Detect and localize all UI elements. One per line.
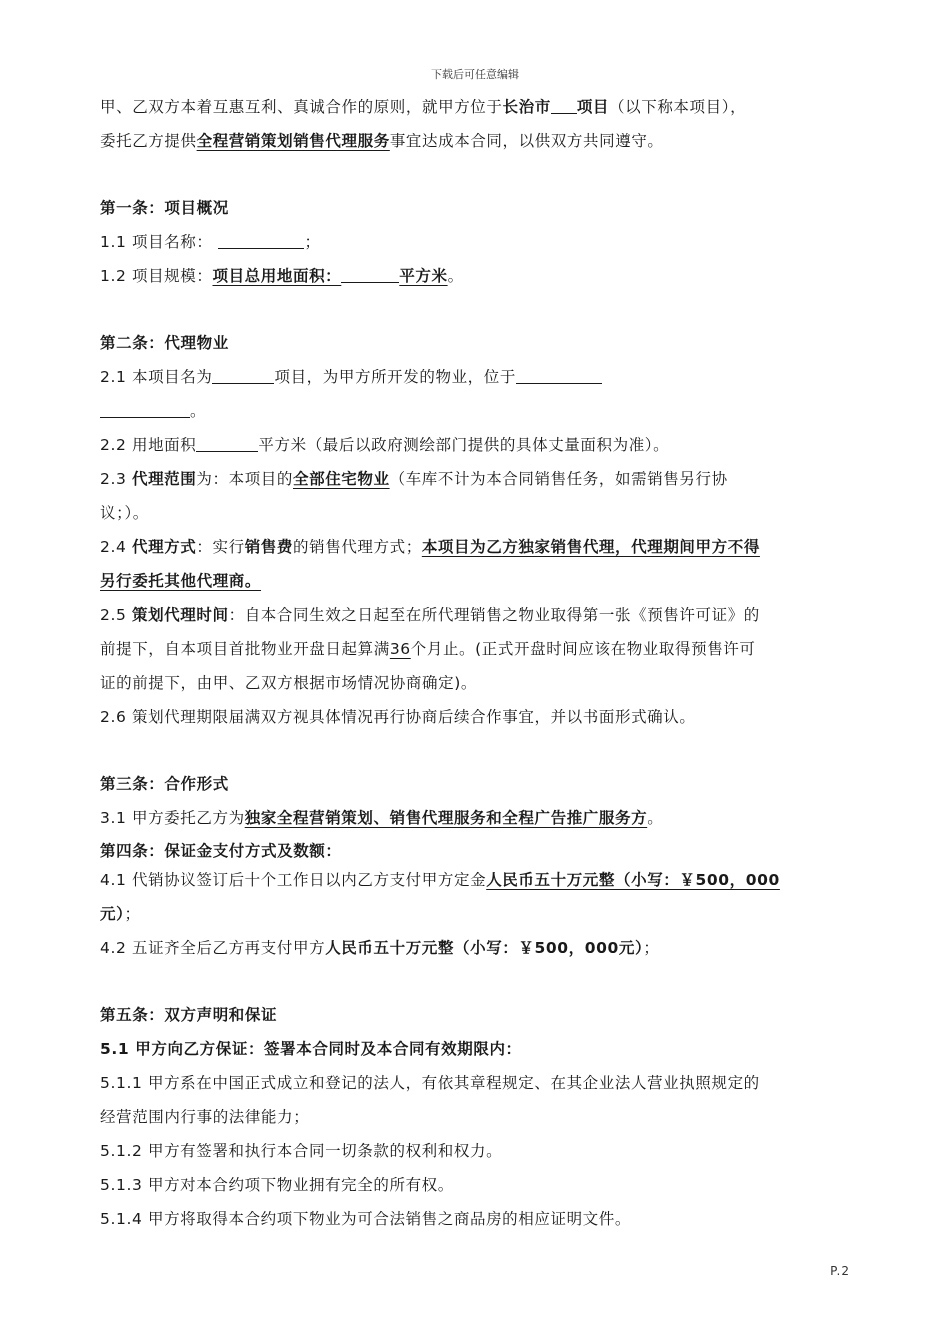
item-2-4-cont: 另行委托其他代理商。 (100, 572, 262, 590)
article-3-title: 第三条：合作形式 (100, 775, 229, 793)
page-number: P.2 (830, 1264, 850, 1278)
item-2-1: 2.1 本项目名为 项目，为甲方所开发的物业，位于 (100, 360, 852, 394)
item-2-3: 2.3 代理范围为：本项目的全部住宅物业（车库不计为本合同销售任务，如需销售另行协 (100, 470, 728, 488)
project-name-blank (551, 95, 577, 114)
land-area-field (341, 264, 399, 283)
item-2-4: 2.4 代理方式：实行销售费的销售代理方式；本项目为乙方独家销售代理，代理期间甲方不得 (100, 538, 760, 556)
service-scope: 全程营销策划销售代理服务 (196, 132, 390, 150)
item-4-1: 4.1 代销协议签订后十个工作日以内乙方支付甲方定金人民币五十万元整（小写：￥500，000 (100, 871, 780, 889)
city-name: 长治市 (502, 98, 551, 116)
exclusive-clause: 本项目为乙方独家销售代理，代理期间甲方不得 (421, 538, 760, 556)
item-2-1-cont: 。 (100, 394, 852, 428)
project-name-field (218, 230, 304, 249)
land-area-field-2 (196, 433, 258, 452)
item-5-1-4: 5.1.4 甲方将取得本合约项下物业为可合法销售之商品房的相应证明文件。 (100, 1210, 631, 1228)
item-2-5-cont: 前提下，自本项目首批物业开盘日起算满36个月止。(正式开盘时间应该在物业取得预售许可 (100, 640, 756, 658)
item-4-2: 4.2 五证齐全后乙方再支付甲方人民币五十万元整（小写：￥500，000元）； (100, 939, 660, 957)
location-field (516, 365, 602, 384)
item-1-1: 1.1 项目名称： ； (100, 225, 852, 259)
item-3-1: 3.1 甲方委托乙方为独家全程营销策划、销售代理服务和全程广告推广服务方。 (100, 809, 664, 827)
item-5-1-title: 5.1 甲方向乙方保证：签署本合同时及本合同有效期限内： (100, 1040, 522, 1058)
item-2-5-cont-2: 证的前提下，由甲、乙双方根据市场情况协商确定)。 (100, 674, 477, 692)
article-2-title: 第二条：代理物业 (100, 334, 229, 352)
intro-line-2: 委托乙方提供全程营销策划销售代理服务事宜达成本合同，以供双方共同遵守。 (100, 132, 664, 150)
item-4-1-cont: 元）； (100, 905, 141, 923)
article-1-title: 第一条：项目概况 (100, 199, 229, 217)
item-5-1-3: 5.1.3 甲方对本合约项下物业拥有完全的所有权。 (100, 1176, 454, 1194)
article-4-title: 第四条：保证金支付方式及数额： (100, 842, 342, 860)
page-header: 下载后可任意编辑 (431, 68, 519, 81)
item-2-6: 2.6 策划代理期限届满双方视具体情况再行协商后续合作事宜，并以书面形式确认。 (100, 708, 696, 726)
project-name-field-2 (212, 365, 274, 384)
project-word: 项目 (576, 98, 610, 116)
item-2-2: 2.2 用地面积 平方米（最后以政府测绘部门提供的具体丈量面积为准）。 (100, 428, 852, 462)
months-count: 36 (389, 640, 411, 658)
item-5-1-1-cont: 经营范围内行事的法律能力； (100, 1108, 310, 1126)
item-5-1-2: 5.1.2 甲方有签署和执行本合同一切条款的权利和权力。 (100, 1142, 503, 1160)
item-1-2: 1.2 项目规模：项目总用地面积： 平方米。 (100, 259, 852, 293)
item-5-1-1: 5.1.1 甲方系在中国正式成立和登记的法人，有依其章程规定、在其企业法人营业执照规定的 (100, 1074, 760, 1092)
intro-line-1: 甲、乙双方本着互惠互利、真诚合作的原则，就甲方位于长治市 项目（以下称本项目）， (100, 90, 852, 124)
location-field-cont (100, 399, 190, 418)
agency-scope: 全部住宅物业 (293, 470, 390, 488)
item-2-5: 2.5 策划代理时间：自本合同生效之日起至在所代理销售之物业取得第一张《预售许可证》的 (100, 606, 760, 624)
article-5-title: 第五条：双方声明和保证 (100, 1006, 278, 1024)
contract-body (100, 90, 852, 1236)
item-2-3-cont: 议；）。 (100, 504, 149, 522)
